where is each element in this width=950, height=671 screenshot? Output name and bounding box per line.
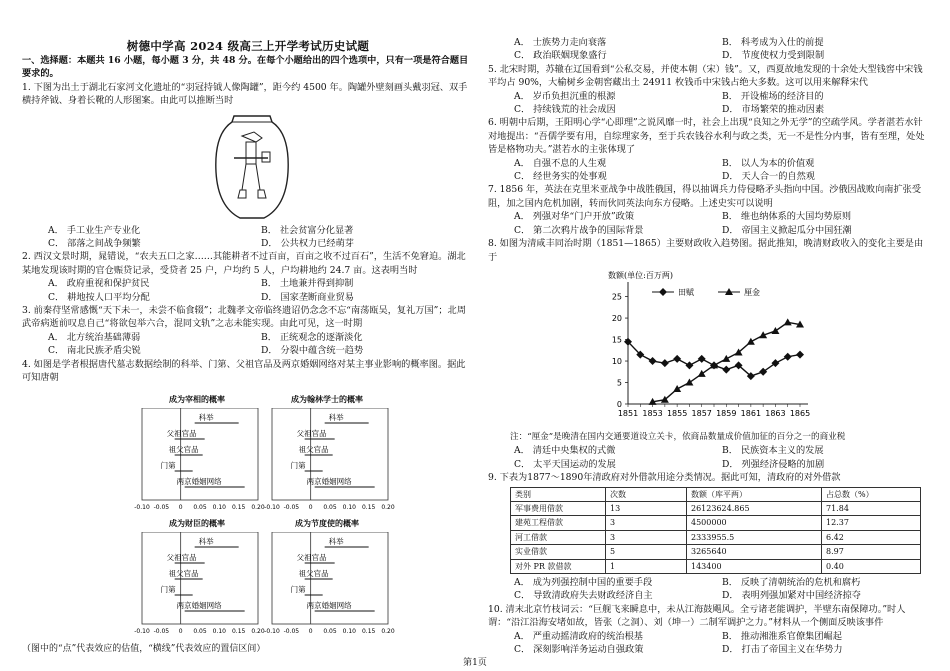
data-point (698, 355, 706, 363)
option[interactable]: A． 成为列强控制中国的重要手段 (514, 576, 653, 588)
loan-table (510, 487, 921, 574)
y-tick-label: 20 (611, 313, 622, 323)
question-1-options (22, 224, 474, 251)
tick-label: 0.20 (251, 503, 265, 511)
tick-label: -0.10 (264, 627, 280, 635)
option[interactable]: A． 岁币负担沉重的根源 (514, 90, 616, 102)
effect-chart (262, 393, 395, 511)
question-3-stem: 3. 前秦苻坚常感慨“天下未一，未尝不临食辍”；北魏孝文帝临终遗诏仍念念不忘“南荡瓯吴，复礼万国”；北周武帝病逝前叹息自己“将欲包举六合，混同文轨”之志未能实现。由此可见，这一时期 (22, 305, 466, 330)
tick-label: 0 (308, 627, 313, 635)
option[interactable]: B． 反映了清朝统治的危机和腐朽 (722, 576, 861, 588)
tick-label: 0.05 (193, 503, 207, 511)
pottery-jar-figure (212, 112, 292, 222)
category-label: 两京婚姻网络 (176, 600, 222, 610)
table-cell: 3 (606, 516, 687, 530)
table-header: 占总数（%） (822, 487, 921, 501)
effect-charts (22, 389, 474, 643)
x-tick-label: 1863 (765, 408, 786, 418)
table-row (511, 516, 921, 530)
question-3-options (22, 331, 474, 358)
option[interactable]: D． 分裂中蕴含统一趋势 (261, 345, 364, 357)
right-column (488, 36, 930, 656)
table-cell: 5 (606, 545, 687, 559)
option[interactable]: C． 第二次鸦片战争的国际背景 (514, 224, 644, 236)
tick-label: -0.05 (153, 503, 170, 511)
y-tick-label: 15 (611, 335, 622, 345)
x-tick-label: 1865 (789, 408, 811, 418)
option[interactable]: B． 民族资本主义的发展 (722, 445, 824, 457)
data-point (649, 357, 657, 365)
option[interactable]: C． 深刻影响洋务运动自强政策 (514, 644, 644, 655)
question-7-options (488, 210, 930, 237)
option[interactable]: B． 科考成为入仕的前提 (722, 37, 824, 48)
category-label: 门第 (160, 460, 176, 470)
option[interactable]: D． 国家垄断商业贸易 (261, 291, 354, 303)
table-cell: 4500000 (687, 516, 822, 530)
option[interactable]: C． 南北民族矛盾尖锐 (48, 345, 141, 357)
category-label: 父祖官品 (296, 428, 327, 438)
data-point (685, 361, 693, 369)
effect-chart (132, 517, 265, 635)
question-9-stem: 9. 下表为1877～1890年清政府对外借款用途分类情况。据此可知，清政府的对外借款 (488, 472, 841, 484)
option[interactable]: D． 列强经济侵略的加剧 (722, 458, 825, 470)
category-label: 祖父官品 (298, 444, 329, 454)
table-cell: 建苑工程借款 (511, 516, 606, 530)
category-label: 父祖官品 (296, 552, 327, 562)
revenue-line-chart-svg (588, 266, 928, 431)
effect-chart-svg (132, 408, 272, 512)
table-cell: 实业借款 (511, 545, 606, 559)
effect-chart-svg (262, 532, 402, 636)
tick-label: 0.15 (231, 503, 246, 511)
tick-label: 0.20 (381, 627, 395, 635)
effect-chart-title: 成为宰相的概率 (169, 393, 225, 404)
y-tick-label: 0 (616, 399, 622, 409)
page-footer: 第1页 (463, 658, 487, 668)
table-cell: 3265640 (687, 545, 822, 559)
category-label: 祖父官品 (168, 444, 199, 454)
tick-label: 0 (178, 503, 183, 511)
option[interactable]: B． 社会贫富分化显著 (261, 224, 354, 236)
option[interactable]: D． 节度使权力受到限制 (722, 50, 825, 62)
tick-label: 0.20 (251, 627, 265, 635)
option[interactable]: B． 正统观念的逐渐淡化 (261, 331, 363, 343)
table-cell: 3 (606, 530, 687, 544)
y-tick-label: 10 (611, 356, 622, 366)
question-10-stem: 10. 清末北京竹枝词云：“巨舰飞来瞬息中，未从江海鼓飓风。全亏诸老能调护，半壁东南保障功。”时人谓：“沿江沿海安堵如故，皆张（之洞）、刘（坤一）二制军调护之力。”材料从一个侧面反映该事件 (488, 603, 906, 629)
tick-label: 0.10 (212, 627, 227, 635)
option[interactable]: A． 严重动摇清政府的统治根基 (514, 630, 643, 642)
table-cell: 河工借款 (511, 530, 606, 544)
question-10-options (488, 630, 930, 657)
left-column (22, 54, 474, 656)
option[interactable]: A． 手工业生产专业化 (48, 224, 141, 236)
option[interactable]: D． 天人合一的自然观 (722, 171, 815, 183)
option[interactable]: D． 公共权力已经萌芽 (261, 238, 354, 250)
category-label: 科举 (198, 412, 214, 422)
section-heading: 一、选择题：本题共 16 小题，每小题 3 分，共 48 分。在每个小题给出的四个选项中，只有一项是符合题目要求的。 (22, 55, 469, 80)
option[interactable]: A． 政府重视和保护贫民 (48, 278, 150, 290)
y-tick-label: 25 (611, 292, 622, 302)
effect-chart-title: 成为节度使的概率 (295, 517, 359, 528)
effect-chart-title: 成为财臣的概率 (169, 517, 225, 528)
table-row (511, 545, 921, 559)
x-tick-label: 1851 (617, 408, 639, 418)
y-tick-label: 5 (616, 378, 622, 388)
category-label: 门第 (290, 460, 306, 470)
tick-label: 0.10 (212, 503, 227, 511)
category-label: 两京婚姻网络 (306, 476, 352, 486)
tick-label: 0.15 (231, 627, 246, 635)
data-point (771, 327, 779, 334)
effect-chart (262, 517, 395, 635)
table-cell: 0.40 (822, 559, 921, 573)
option[interactable]: C． 政治联姻现象盛行 (514, 50, 607, 62)
table-row (511, 501, 921, 515)
option[interactable]: C． 耕地按人口平均分配 (48, 291, 150, 303)
question-8-stem: 8. 如图为清咸丰同治时期（1851—1865）主要财政收入趋势图。据此推知，晚清财政收入的变化主要是由于 (488, 238, 924, 263)
data-point (784, 353, 792, 361)
data-point (673, 355, 681, 363)
table-header: 数额（库平两） (687, 487, 822, 501)
category-label: 祖父官品 (168, 568, 199, 578)
table-cell: 12.37 (822, 516, 921, 530)
category-label: 科举 (328, 536, 344, 546)
option[interactable]: C． 太平天国运动的发展 (514, 458, 616, 470)
table-cell: 8.97 (822, 545, 921, 559)
tick-label: 0 (178, 627, 183, 635)
table-header-row (511, 487, 921, 501)
tick-label: 0.15 (361, 627, 376, 635)
question-2-options (22, 277, 474, 304)
table-header: 类别 (511, 487, 606, 501)
option[interactable]: A． 列强对华“门户开放”政策 (514, 211, 635, 223)
option[interactable]: C． 部落之间战争频繁 (48, 238, 141, 250)
data-point (722, 366, 730, 374)
effect-chart (132, 393, 265, 511)
legend-label: 厘金 (744, 287, 760, 297)
option[interactable]: B． 推动湘淮系官僚集团崛起 (722, 630, 842, 642)
table-cell: 军事费用借款 (511, 501, 606, 515)
data-point (784, 318, 792, 325)
tick-label: 0.10 (342, 627, 357, 635)
tick-label: 0.05 (323, 503, 337, 511)
data-point (722, 355, 730, 362)
table-cell: 26123624.865 (687, 501, 822, 515)
option[interactable]: A． 北方统治基础薄弱 (48, 331, 141, 343)
option[interactable]: B． 开设榷场的经济目的 (722, 90, 824, 102)
option[interactable]: D． 市场繁荣的推动因素 (722, 104, 825, 116)
option[interactable]: C． 持续钱荒的社会成因 (514, 104, 616, 116)
question-5-options (488, 90, 930, 117)
question-4-options (488, 36, 930, 63)
data-point (661, 359, 669, 367)
data-point (685, 378, 693, 385)
question-8-note: 注：“厘金”是晚清在国内交通要道设立关卡，依商品数量成价值加征的百分之一的商业税 (510, 431, 846, 442)
tick-label: 0.10 (342, 503, 357, 511)
table-row (511, 530, 921, 544)
category-label: 父祖官品 (166, 428, 197, 438)
data-point (698, 370, 706, 377)
x-tick-label: 1857 (691, 408, 712, 418)
category-label: 父祖官品 (166, 552, 197, 562)
question-6-stem: 6. 明朝中后期，王阳明心学“心即理”之说风靡一时，社会上出现“良知之外无学”的空疏学风。学者湛若水针对地提出：“吾儒学要有用，自综理家务，至于兵农钱谷水利与政之类，无一不是性分内事，皆有至理，处处皆是格物功夫。”湛若水的主张体现了 (488, 117, 925, 156)
exam-title: 树德中学高 2024 级高三上开学考试历史试题 (126, 39, 370, 53)
table-cell: 6.42 (822, 530, 921, 544)
table-cell: 1 (606, 559, 687, 573)
question-5-stem: 5. 北宋时期，苏辙在辽国看到“公私交易，并使本朝（宋）钱”。又，西夏故地发现的十余处大型钱窖中宋钱平均占 90%，大榆树乡金朝窖藏出土 24911 枚钱币中宋钱占绝大多数。这可以用来解释宋代 (488, 63, 923, 89)
x-tick-label: 1855 (666, 408, 688, 418)
question-1-stem: 1. 下图为出土于湖北石家河文化遗址的“羽冠持钺人像陶罐”，距今约 4500 年。陶罐外壁刻画头戴羽冠、双手横持斧钺、身着长靴的人形图案。由此可以推断当时 (22, 81, 468, 107)
x-tick-label: 1861 (740, 408, 762, 418)
tick-label: -0.10 (134, 627, 150, 635)
table-cell: 2333955.5 (687, 530, 822, 544)
data-point (796, 350, 804, 358)
x-tick-label: 1859 (716, 408, 737, 418)
option[interactable]: A． 自强不息的人生观 (514, 157, 607, 169)
tick-label: -0.05 (153, 627, 170, 635)
tick-label: -0.05 (283, 627, 300, 635)
question-8-options (488, 444, 930, 471)
data-point (747, 338, 755, 345)
option[interactable]: B． 土地兼并得到抑制 (261, 278, 354, 290)
table-cell: 对外 PR 款借款 (511, 559, 606, 573)
option[interactable]: A． 士族势力走向衰落 (514, 37, 607, 48)
option[interactable]: B． 维也纳体系的大国均势原则 (722, 211, 852, 223)
category-label: 门第 (290, 584, 306, 594)
tick-label: 0.05 (323, 627, 337, 635)
option[interactable]: D． 打击了帝国主义在华势力 (722, 644, 843, 655)
tick-label: -0.10 (134, 503, 150, 511)
revenue-line-chart (588, 266, 928, 431)
question-4-stem: 4. 如图是学者根据唐代墓志数据绘制的科举、门第、父祖官品及两京婚姻网络对某主事业影响的概率图。据此可知唐朝 (22, 358, 466, 384)
category-label: 门第 (160, 584, 176, 594)
tick-label: 0.05 (193, 627, 207, 635)
tick-label: 0 (308, 503, 313, 511)
data-point (673, 385, 681, 392)
effect-chart-svg (262, 408, 402, 512)
tick-label: 0.20 (381, 503, 395, 511)
effect-chart-title: 成为翰林学士的概率 (291, 393, 363, 404)
table-header: 次数 (606, 487, 687, 501)
option[interactable]: B． 以人为本的价值观 (722, 157, 815, 169)
table-row (511, 559, 921, 573)
option[interactable]: D． 帝国主义掀起瓜分中国狂潮 (722, 224, 852, 236)
table-cell: 143400 (687, 559, 822, 573)
table-cell: 13 (606, 501, 687, 515)
option[interactable]: A． 清廷中央集权的式微 (514, 445, 616, 457)
option[interactable]: C． 导致清政府失去财政经济自主 (514, 590, 653, 602)
category-label: 祖父官品 (298, 568, 329, 578)
tick-label: -0.10 (264, 503, 280, 511)
effect-chart-svg (132, 532, 272, 636)
question-7-stem: 7. 1856 年，英法在克里米亚战争中战胜俄国，得以抽调兵力侍侵略矛头指向中国。沙俄因战败向南扩张受阻，加之国内危机加剧，转而伙同英法向东方侵略。上述史实可以说明 (488, 184, 922, 209)
legend-marker (659, 288, 667, 296)
category-label: 两京婚姻网络 (176, 476, 222, 486)
question-6-options (488, 157, 930, 184)
y-axis-label: 数额(单位:百万两) (608, 270, 673, 280)
x-tick-label: 1853 (642, 408, 663, 418)
question-9-options (488, 576, 930, 603)
option[interactable]: D． 表明列强加紧对中国经济掠夺 (722, 590, 861, 602)
option[interactable]: C． 经世务实的处事观 (514, 171, 607, 183)
tick-label: 0.15 (361, 503, 376, 511)
category-label: 两京婚姻网络 (306, 600, 352, 610)
question-4-caption: （图中的“点”代表效应的估值，“横线”代表效应的置信区间） (22, 643, 266, 654)
tick-label: -0.05 (283, 503, 300, 511)
category-label: 科举 (328, 412, 344, 422)
table-cell: 71.84 (822, 501, 921, 515)
category-label: 科举 (198, 536, 214, 546)
legend-label: 田赋 (678, 287, 694, 297)
question-2-stem: 2. 西汉文景时期，晁错说，“农夫五口之家……其能耕者不过百亩，百亩之收不过百石”，生活不免窘迫。湖北某地发现该时期的官仓赈贷记录，受贷者 25 户，户均约 5 人，户均耕地约 24.7 亩。这表明当时 (22, 251, 466, 276)
